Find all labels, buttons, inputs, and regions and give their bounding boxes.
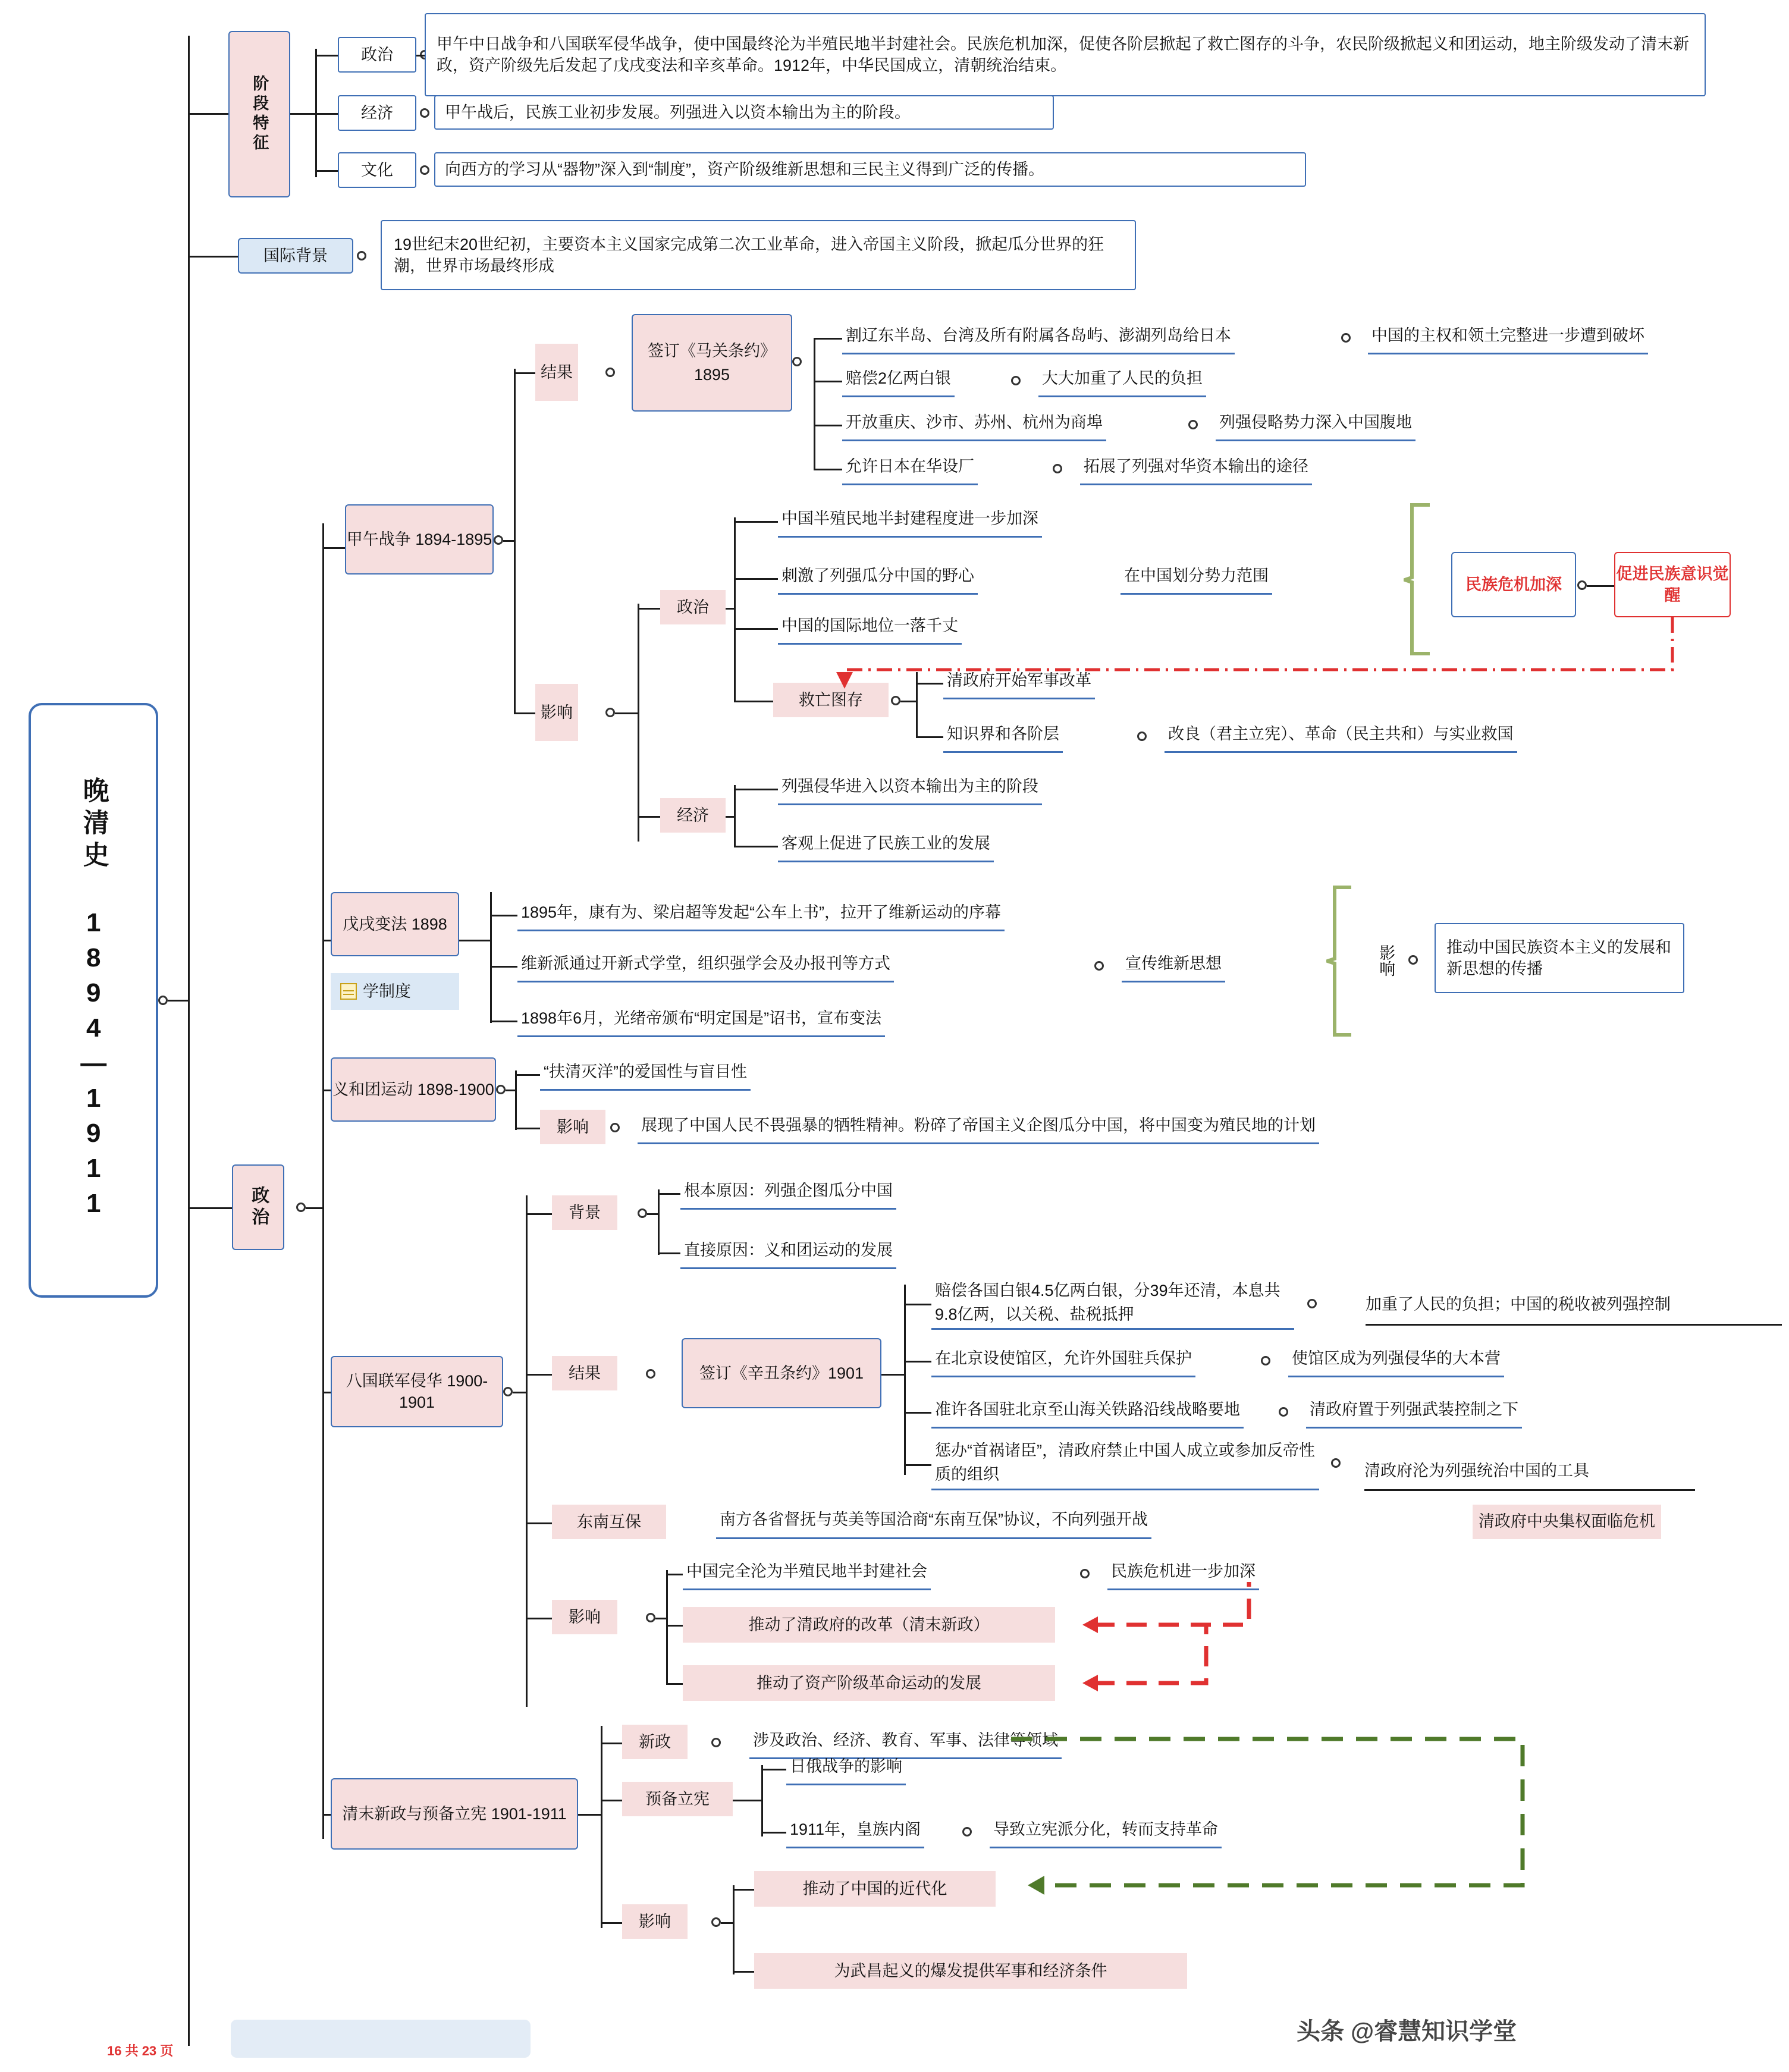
wuxu-item-1: 维新派通过开新式学堂，组织强学会及办报刊等方式 xyxy=(517,949,894,982)
wuxu-item-0: 1895年，康有为、梁启超等发起“公车上书”，拉开了维新运动的序幕 xyxy=(517,898,1005,931)
green-dashed-arrow xyxy=(987,1725,1534,1903)
baguo-treaty-1-dot xyxy=(1261,1356,1270,1365)
baguo-treaty-3: 惩办“首祸诸臣”，清政府禁止中国人成立或参加反帝性质的组织 xyxy=(931,1439,1319,1490)
stage-item-2-dot xyxy=(420,165,429,175)
baguo-influence-dot xyxy=(646,1613,655,1622)
wuxu-tag xyxy=(331,973,459,1010)
jiawu-save-1-dot xyxy=(1137,732,1147,741)
intl-text: 19世纪末20世纪初，主要资本主义国家完成第二次工业革命，进入帝国主义阶段，掀起瓜分世界的狂潮，世界市场最终形成 xyxy=(381,220,1136,290)
baguo-result-dot xyxy=(646,1369,655,1379)
stage-item-1-text: 甲午战后，民族工业初步发展。列强进入以资本输出为主的阶段。 xyxy=(434,95,1054,130)
stage-item-2-text: 向西方的学习从“器物”深入到“制度”，资产阶级维新思想和三民主义得到广泛的传播。 xyxy=(434,152,1306,187)
jiawu-political-label: 政治 xyxy=(660,590,726,624)
xinzheng-influence-label: 影响 xyxy=(622,1904,688,1939)
green-bracket-wuxu xyxy=(1326,885,1362,1037)
stage-item-1-key: 经济 xyxy=(338,95,416,131)
wuxu-item-2: 1898年6月，光绪帝颁布“明定国是”诏书，宣布变法 xyxy=(517,1004,885,1037)
jiawu-dot xyxy=(494,535,503,545)
root-connector-dot xyxy=(158,996,168,1005)
jiawu-political-0: 中国半殖民地半封建程度进一步加深 xyxy=(778,504,1042,538)
xinzheng-new-label: 新政 xyxy=(622,1725,688,1759)
baguo-dongnan-effect: 清政府中央集权面临危机 xyxy=(1473,1505,1661,1539)
baguo-influence-0-dot xyxy=(1080,1569,1090,1578)
wuxu-item-1-effect: 宣传维新思想 xyxy=(1122,949,1225,982)
baguo-treaty-0-dot xyxy=(1307,1299,1317,1308)
jiawu-influence-dot xyxy=(605,708,615,717)
xinzheng-new-dot xyxy=(711,1738,721,1747)
wuxu-influence-label: 影响 xyxy=(1377,944,1395,977)
yihetuan-influence-text: 展现了中国人民不畏强暴的牺牲精神。粉碎了帝国主义企图瓜分中国，将中国变为殖民地的计划 xyxy=(638,1111,1319,1144)
jiawu-save-dot xyxy=(891,696,900,705)
maguan-item-1-dot xyxy=(1011,376,1021,385)
baguo-treaty-0-effect: 加重了人民的负担；中国的税收被列强控制 xyxy=(1366,1295,1671,1314)
baguo-bg-0: 根本原因：列强企图瓜分中国 xyxy=(680,1176,896,1210)
node-wuxu-reform[interactable]: 戊戌变法 1898 xyxy=(331,892,459,956)
baguo-treaty-1: 在北京设使馆区，允许外国驻兵保护 xyxy=(931,1344,1195,1377)
node-national-crisis[interactable]: 民族危机加深 xyxy=(1451,552,1576,617)
baguo-dot xyxy=(503,1387,513,1396)
baguo-treaty-2-effect: 清政府置于列强武装控制之下 xyxy=(1306,1395,1522,1429)
jiawu-influence-label: 影响 xyxy=(535,684,578,741)
stage-item-0-text: 甲午中日战争和八国联军侵华战争，使中国最终沦为半殖民地半封建社会。民族危机加深，促使各阶层掀起了救亡图存的斗争，农民阶级掀起义和团运动，地主阶级发动了清末新政，资产阶级先后发起了戊戌变法和辛亥革命。1912年，中华民国成立，清朝统治结束。 xyxy=(425,13,1706,96)
baguo-result-label: 结果 xyxy=(552,1356,617,1390)
baguo-bg-label: 背景 xyxy=(552,1195,617,1230)
maguan-item-1-effect: 大大加重了人民的负担 xyxy=(1038,364,1206,397)
intl-dot xyxy=(357,251,366,260)
baguo-influence-2[interactable]: 推动了资产阶级革命运动的发展 xyxy=(683,1665,1055,1701)
branch-stage-features[interactable]: 阶段特征 xyxy=(228,31,290,197)
jiawu-economy-1: 客观上促进了民族工业的发展 xyxy=(778,829,994,862)
baguo-treaty-2-dot xyxy=(1279,1407,1288,1417)
stage-item-0-key: 政治 xyxy=(338,37,416,73)
jiawu-economy-label: 经济 xyxy=(660,798,726,833)
yihetuan-item-0: “扶清灭洋”的爱国性与盲目性 xyxy=(540,1057,751,1091)
baguo-bg-1: 直接原因：义和团运动的发展 xyxy=(680,1236,896,1269)
xinzheng-prep-0: 日俄战争的影响 xyxy=(786,1752,906,1785)
maguan-item-0-dot xyxy=(1341,333,1351,343)
maguan-item-2-effect: 列强侵略势力深入中国腹地 xyxy=(1216,408,1415,441)
footer-blue-box xyxy=(231,2020,531,2058)
baguo-influence-0-effect: 民族危机进一步加深 xyxy=(1107,1557,1259,1590)
branch-international-background[interactable]: 国际背景 xyxy=(238,238,353,274)
xinzheng-prep-1-dot xyxy=(962,1827,972,1836)
page-number: 16 共 23 页 xyxy=(107,2043,174,2058)
maguan-item-0-effect: 中国的主权和领土完整进一步遭到破坏 xyxy=(1368,321,1648,354)
baguo-treaty-2: 准许各国驻北京至山海关铁路沿线战略要地 xyxy=(931,1395,1244,1429)
xinzheng-influence-0[interactable]: 推动了中国的近代化 xyxy=(754,1871,996,1907)
baguo-influence-0: 中国完全沦为半殖民地半封建社会 xyxy=(683,1557,931,1590)
jiawu-political-1: 刺激了列强瓜分中国的野心 xyxy=(778,561,978,595)
baguo-treaty-1-effect: 使馆区成为列强侵华的大本营 xyxy=(1288,1344,1504,1377)
crisis-dot xyxy=(1577,580,1587,590)
branch-politics[interactable]: 政治 xyxy=(232,1164,284,1250)
jiawu-political-1-effect: 在中国划分势力范围 xyxy=(1121,561,1272,595)
book-icon xyxy=(340,983,357,1000)
jiawu-result-label: 结果 xyxy=(535,344,578,401)
xinzheng-prep-1-effect: 导致立宪派分化，转而支持革命 xyxy=(990,1815,1222,1848)
jiawu-save-label: 救亡图存 xyxy=(773,683,889,717)
baguo-influence-1[interactable]: 推动了清政府的改革（清末新政） xyxy=(683,1607,1055,1643)
node-yihetuan[interactable]: 义和团运动 1898-1900 xyxy=(331,1057,496,1122)
baguo-treaty-3-effect: 清政府沦为列强统治中国的工具 xyxy=(1364,1462,1589,1480)
jiawu-economy-0: 列强侵华进入以资本输出为主的阶段 xyxy=(778,772,1042,805)
node-xinchou-treaty[interactable]: 签订《辛丑条约》1901 xyxy=(682,1338,881,1408)
baguo-treaty-0: 赔偿各国白银4.5亿两白银，分39年还清，本息共9.8亿两，以关税、盐税抵押 xyxy=(931,1280,1294,1330)
jiawu-result-dot xyxy=(605,368,615,377)
stage-item-1-dot xyxy=(420,108,429,118)
maguan-item-0: 割辽东半岛、台湾及所有附属各岛屿、澎湖列岛给日本 xyxy=(842,321,1235,354)
node-baguo[interactable]: 八国联军侵华 1900-1901 xyxy=(331,1356,503,1427)
maguan-dot xyxy=(792,357,802,366)
maguan-item-3-effect: 拓展了列强对华资本输出的途径 xyxy=(1080,452,1312,485)
xinzheng-influence-dot xyxy=(711,1917,721,1927)
yihetuan-influence-label: 影响 xyxy=(540,1110,605,1144)
baguo-influence-label: 影响 xyxy=(552,1600,617,1634)
politics-dot xyxy=(296,1203,306,1212)
node-maguan-treaty[interactable]: 签订《马关条约》1895 xyxy=(632,314,792,412)
baguo-dongnan-label: 东南互保 xyxy=(552,1505,666,1539)
wuxu-influence-dot xyxy=(1408,955,1418,965)
node-national-awakening[interactable]: 促进民族意识觉醒 xyxy=(1614,552,1731,617)
red-arrow-awakening xyxy=(809,613,1677,690)
maguan-item-3-dot xyxy=(1053,464,1062,473)
jiawu-political-2: 中国的国际地位一落千丈 xyxy=(778,611,962,645)
watermark: 头条 @睿慧知识学堂 xyxy=(1297,2018,1517,2045)
xinzheng-prep-label: 预备立宪 xyxy=(622,1782,733,1816)
yihetuan-dot xyxy=(496,1085,506,1094)
node-xinzheng[interactable]: 清末新政与预备立宪 1901-1911 xyxy=(331,1778,578,1850)
xinzheng-influence-1[interactable]: 为武昌起义的爆发提供军事和经济条件 xyxy=(754,1953,1187,1989)
baguo-treaty-3-dot xyxy=(1331,1458,1341,1468)
jiawu-save-1-effect: 改良（君主立宪）、革命（民主共和）与实业救国 xyxy=(1165,720,1517,753)
maguan-item-1: 赔偿2亿两白银 xyxy=(842,364,955,397)
xinzheng-new-text: 涉及政治、经济、教育、军事、法律等领域 xyxy=(749,1726,1062,1759)
jiawu-save-1: 知识界和各阶层 xyxy=(943,720,1063,753)
xinzheng-prep-1: 1911年，皇族内阁 xyxy=(786,1815,924,1848)
yihetuan-influence-dot xyxy=(610,1123,620,1132)
node-jiawu-war[interactable]: 甲午战争 1894-1895 xyxy=(345,504,494,574)
jiawu-save-0: 清政府开始军事改革 xyxy=(943,666,1095,699)
root-node: 晚清史 1894—1911 xyxy=(29,703,158,1298)
wuxu-influence-text: 推动中国民族资本主义的发展和新思想的传播 xyxy=(1435,923,1684,993)
maguan-item-2: 开放重庆、沙市、苏州、杭州为商埠 xyxy=(842,408,1106,441)
wuxu-tag-label: 学制度 xyxy=(363,982,411,1000)
maguan-item-3: 允许日本在华设厂 xyxy=(842,452,978,485)
stage-item-2-key: 文化 xyxy=(338,152,416,188)
baguo-dongnan-text: 南方各省督抚与英美等国洽商“东南互保”协议，不向列强开战 xyxy=(716,1505,1151,1539)
maguan-item-2-dot xyxy=(1188,420,1198,429)
wuxu-item-1-dot xyxy=(1094,961,1104,971)
baguo-bg-dot xyxy=(638,1208,647,1218)
red-dashed-arrows xyxy=(1053,1582,1302,1713)
